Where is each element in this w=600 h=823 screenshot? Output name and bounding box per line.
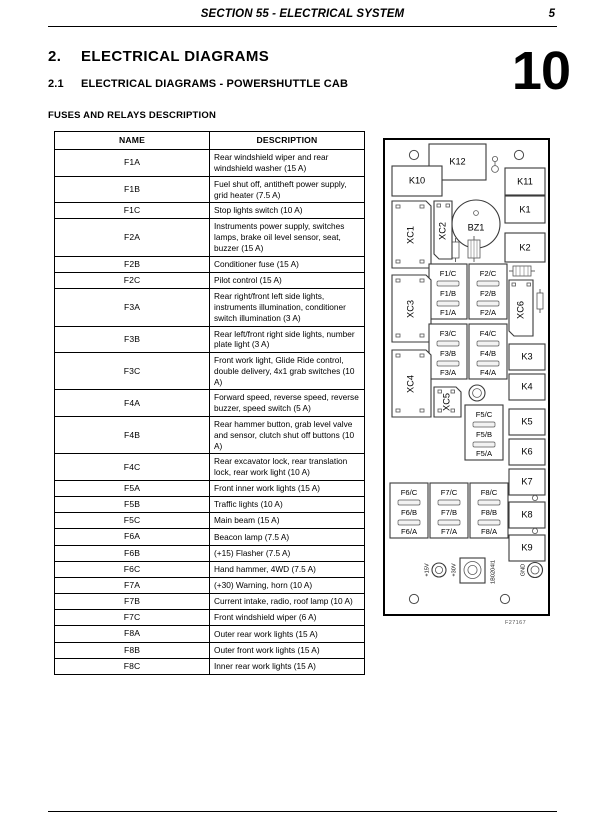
mounting-hole-top-left xyxy=(409,150,418,159)
fuse-block-F7 xyxy=(430,483,468,538)
table-row xyxy=(55,326,365,353)
connector-XC3-label: XC3 xyxy=(405,300,416,318)
fuse-name-cell: F6C xyxy=(55,561,210,577)
fuse-slot-F1C xyxy=(437,281,459,286)
fuse-name-cell: F4B xyxy=(55,416,210,453)
fuse-F2C-label: F2/C xyxy=(479,269,497,278)
fuse-slot-F8B xyxy=(478,520,500,525)
fuse-F6A-label: F6/A xyxy=(400,527,418,536)
relay-K3-label: K3 xyxy=(521,351,533,362)
relay-K2-label: K2 xyxy=(519,242,531,253)
relay-K7-label: K7 xyxy=(521,476,533,487)
fuse-description-cell: Traffic lights (10 A) xyxy=(210,497,365,513)
fuse-name-cell: F3B xyxy=(55,326,210,353)
fuse-description-cell: Rear right/front left side lights, instruments illumination, conditioner switch illumination (3 A) xyxy=(210,289,365,326)
mounting-hole-top-right xyxy=(514,150,523,159)
fuse-block-F5 xyxy=(465,405,503,460)
connector-XC4 xyxy=(392,350,431,417)
table-row xyxy=(55,658,365,674)
chapter-tab-number: 10 xyxy=(511,41,570,101)
fuse-description-cell: Outer rear work lights (15 A) xyxy=(210,626,365,642)
fuse-F4B-label: F4/B xyxy=(479,349,497,358)
relay-K4-label: K4 xyxy=(521,381,533,392)
fuse-F7B-label: F7/B xyxy=(440,508,458,517)
relay-K9-label: K9 xyxy=(521,542,533,553)
fuse-name-cell: F2B xyxy=(55,256,210,272)
table-row xyxy=(55,416,365,453)
fuse-slot-F3B xyxy=(437,361,459,366)
fuse-description-cell: Stop lights switch (10 A) xyxy=(210,203,365,219)
fuse-slot-F7C xyxy=(438,500,460,505)
fuse-name-cell: F6B xyxy=(55,545,210,561)
small-component-upper xyxy=(492,156,497,161)
terminal-plus15v-label: +15V xyxy=(424,563,431,577)
relay-K1-label: K1 xyxy=(519,204,531,215)
table-row xyxy=(55,561,365,577)
page-number: 5 xyxy=(548,8,555,20)
mounting-hole-bottom-right xyxy=(500,594,509,603)
fuse-F1A-label: F1/A xyxy=(439,308,457,317)
table-row xyxy=(55,480,365,496)
table-row xyxy=(55,642,365,658)
fuse-F7C-label: F7/C xyxy=(440,488,458,497)
fuse-description-cell: Instruments power supply, switches lamps, brake oil level sensor, seat, buzzer (15 A) xyxy=(210,219,365,256)
connector-XC1-label: XC1 xyxy=(405,226,416,244)
fuse-F1B-label: F1/B xyxy=(439,289,457,298)
fuse-description-cell: Hand hammer, 4WD (7.5 A) xyxy=(210,561,365,577)
inline-fuse-right xyxy=(468,236,480,262)
connector-XC2 xyxy=(434,201,452,259)
fuse-description-cell: Rear windshield wiper and rear windshield washer (15 A) xyxy=(210,150,365,177)
table-row xyxy=(55,545,365,561)
fuse-F3C-label: F3/C xyxy=(439,329,457,338)
fuse-name-cell: F1A xyxy=(55,150,210,177)
fuse-name-cell: F1B xyxy=(55,176,210,203)
fuse-description-cell: Fuel shut off, antitheft power supply, grid heater (7.5 A) xyxy=(210,176,365,203)
fuse-slot-F2B xyxy=(477,301,499,306)
relay-K5-label: K5 xyxy=(521,416,533,427)
fuse-name-cell: F5B xyxy=(55,497,210,513)
fuse-slot-F4B xyxy=(477,361,499,366)
fuse-F7A-label: F7/A xyxy=(440,527,458,536)
section-heading xyxy=(48,48,269,65)
table-row xyxy=(55,390,365,417)
table-row xyxy=(55,272,365,288)
table-row xyxy=(55,289,365,326)
fuse-slot-F3C xyxy=(437,341,459,346)
table-row xyxy=(55,626,365,642)
connector-XC5 xyxy=(434,387,461,417)
fuse-name-cell: F6A xyxy=(55,529,210,545)
fuse-description-cell: Forward speed, reverse speed, reverse buzzer, speed switch (5 A) xyxy=(210,390,365,417)
fuse-F5C-label: F5/C xyxy=(475,410,493,419)
fuse-slot-F8C xyxy=(478,500,500,505)
relay-K11-label: K11 xyxy=(517,176,533,187)
fuse-description-cell: (+15) Flasher (7.5 A) xyxy=(210,545,365,561)
buzzer-terminal xyxy=(474,211,479,216)
subsection-heading xyxy=(48,78,348,90)
subsection-number: 2.1 xyxy=(48,78,64,90)
connector-XC3 xyxy=(392,275,431,342)
mounting-hole-bottom-left xyxy=(409,594,418,603)
table-row xyxy=(55,219,365,256)
table-row xyxy=(55,497,365,513)
column-header-description: DESCRIPTION xyxy=(210,132,365,150)
table-row xyxy=(55,176,365,203)
table-row xyxy=(55,150,365,177)
fuse-F6B-label: F6/B xyxy=(400,508,418,517)
inline-fuse-xc6 xyxy=(537,289,543,313)
fuse-description-cell: Front work light, Glide Ride control, double delivery, 4x1 grab switches (10 A) xyxy=(210,353,365,390)
fuse-F4C-label: F4/C xyxy=(479,329,497,338)
terminal-gnd-label: GND xyxy=(520,563,527,577)
inline-fuse-left xyxy=(452,238,459,262)
table-row xyxy=(55,610,365,626)
fuse-name-cell: F2C xyxy=(55,272,210,288)
fuse-F1C-label: F1/C xyxy=(439,269,457,278)
fuse-slot-F5C xyxy=(473,422,495,427)
connector-XC5-label: XC5 xyxy=(441,393,452,411)
fuse-description-cell: Main beam (15 A) xyxy=(210,513,365,529)
connector-XC4-label: XC4 xyxy=(405,375,416,393)
fuse-block-F3 xyxy=(429,324,467,379)
section-title: ELECTRICAL DIAGRAMS xyxy=(81,48,270,65)
page-header xyxy=(48,8,557,32)
fuse-description-cell: Front inner work lights (15 A) xyxy=(210,480,365,496)
fuse-name-cell: F7C xyxy=(55,610,210,626)
fuse-description-cell: Beacon lamp (7.5 A) xyxy=(210,529,365,545)
fuse-description-cell: Rear left/front right side lights, number plate light (3 A) xyxy=(210,326,365,353)
terminal-plus15v xyxy=(424,563,446,577)
header-divider xyxy=(48,26,557,27)
fuse-description-cell: Rear excavator lock, rear translation lock, rear work light (10 A) xyxy=(210,454,365,481)
fuse-description-cell: Outer front work lights (15 A) xyxy=(210,642,365,658)
fuse-name-cell: F7B xyxy=(55,594,210,610)
fuse-name-cell: F3C xyxy=(55,353,210,390)
fuse-slot-F2C xyxy=(477,281,499,286)
fuse-slot-F6B xyxy=(398,520,420,525)
fuse-F3B-label: F3/B xyxy=(439,349,457,358)
buzzer-BZ1-label: BZ1 xyxy=(467,222,485,233)
table-row xyxy=(55,203,365,219)
fuse-name-cell: F5A xyxy=(55,480,210,496)
table-caption: FUSES AND RELAYS DESCRIPTION xyxy=(48,110,217,121)
fuse-name-cell: F4A xyxy=(55,390,210,417)
fuse-name-cell: F2A xyxy=(55,219,210,256)
fuse-F4A-label: F4/A xyxy=(479,368,497,377)
fuse-slot-F7B xyxy=(438,520,460,525)
fuse-F6C-label: F6/C xyxy=(400,488,418,497)
fuse-description-cell: Conditioner fuse (15 A) xyxy=(210,256,365,272)
fuses-and-relays-table xyxy=(54,131,365,675)
table-row xyxy=(55,529,365,545)
relay-K10-label: K10 xyxy=(408,175,426,186)
round-component-center-inner xyxy=(473,389,482,398)
relay-K8-terminal xyxy=(532,528,537,533)
fuse-block-F1 xyxy=(429,264,467,319)
fuse-F3A-label: F3/A xyxy=(439,368,457,377)
table-row xyxy=(55,577,365,593)
fuse-slot-F6C xyxy=(398,500,420,505)
terminal-gnd xyxy=(520,563,542,578)
fuse-description-cell: Front windshield wiper (6 A) xyxy=(210,610,365,626)
table-row xyxy=(55,353,365,390)
fuse-description-cell: (+30) Warning, horn (10 A) xyxy=(210,577,365,593)
fuse-name-cell: F8B xyxy=(55,642,210,658)
fuse-block-F8 xyxy=(470,483,508,538)
connector-XC1 xyxy=(392,201,431,268)
relay-K8-label: K8 xyxy=(521,509,533,520)
terminal-plus30v-label: +30V xyxy=(451,563,458,577)
fuse-F5A-label: F5/A xyxy=(475,449,493,458)
subsection-title: ELECTRICAL DIAGRAMS - POWERSHUTTLE CAB xyxy=(81,78,349,90)
fuse-F8C-label: F8/C xyxy=(480,488,498,497)
fuse-F8A-label: F8/A xyxy=(480,527,498,536)
fuse-slot-F5B xyxy=(473,442,495,447)
fuse-name-cell: F4C xyxy=(55,454,210,481)
fuse-block-F4 xyxy=(469,324,507,379)
table-row xyxy=(55,594,365,610)
relay-K12-label: K12 xyxy=(449,156,466,167)
fuse-block-F2 xyxy=(469,264,507,319)
header-title: SECTION 55 - ELECTRICAL SYSTEM xyxy=(200,8,405,20)
resistor-component xyxy=(509,266,535,276)
terminal-plus30v xyxy=(451,558,485,583)
figure-caption: F27167 xyxy=(505,620,527,626)
relay-K6-label: K6 xyxy=(521,446,533,457)
section-number: 2. xyxy=(48,48,62,65)
column-header-name: NAME xyxy=(55,132,210,150)
fuse-description-cell: Pilot control (15 A) xyxy=(210,272,365,288)
table-row xyxy=(55,256,365,272)
fuse-F2B-label: F2/B xyxy=(479,289,497,298)
connector-XC6 xyxy=(509,280,533,336)
table-body xyxy=(55,150,365,675)
fusebox-diagram xyxy=(383,138,550,616)
fuse-slot-F4C xyxy=(477,341,499,346)
fuse-name-cell: F1C xyxy=(55,203,210,219)
table-row xyxy=(55,454,365,481)
fuse-F5B-label: F5/B xyxy=(475,430,493,439)
fuse-block-F6 xyxy=(390,483,428,538)
fuse-F8B-label: F8/B xyxy=(480,508,498,517)
small-component-lower xyxy=(492,166,499,173)
fuse-name-cell: F3A xyxy=(55,289,210,326)
part-number-label: 1B0204I1 xyxy=(490,560,497,584)
table-row xyxy=(55,513,365,529)
relay-K7-terminal xyxy=(532,495,537,500)
fusebox-schematic xyxy=(383,138,550,616)
fuse-name-cell: F7A xyxy=(55,577,210,593)
connector-XC2-label: XC2 xyxy=(437,222,448,240)
fuse-description-cell: Current intake, radio, roof lamp (10 A) xyxy=(210,594,365,610)
fuse-slot-F1B xyxy=(437,301,459,306)
footer-divider xyxy=(48,811,557,812)
fuse-F2A-label: F2/A xyxy=(479,308,497,317)
fuse-description-cell: Inner rear work lights (15 A) xyxy=(210,658,365,674)
table-header-row xyxy=(55,132,365,150)
fuse-name-cell: F8A xyxy=(55,626,210,642)
connector-XC6-label: XC6 xyxy=(515,301,526,319)
fuse-name-cell: F8C xyxy=(55,658,210,674)
fuse-name-cell: F5C xyxy=(55,513,210,529)
fuse-description-cell: Rear hammer button, grab level valve and sensor, clutch shut off buttons (10 A) xyxy=(210,416,365,453)
